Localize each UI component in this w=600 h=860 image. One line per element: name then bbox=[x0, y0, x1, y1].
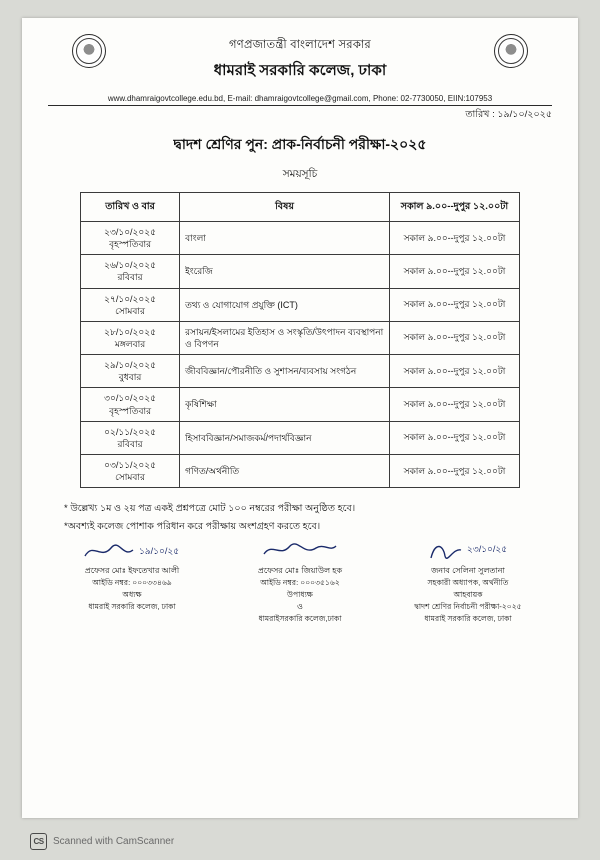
cell-date bbox=[81, 255, 180, 288]
document-sheet bbox=[22, 18, 578, 818]
table-header-row bbox=[81, 193, 520, 222]
signature-area bbox=[48, 538, 552, 625]
page-subtitle: সময়সূচি bbox=[282, 168, 318, 180]
signature-block-convener bbox=[384, 538, 552, 625]
cell-subject: বাংলা bbox=[180, 222, 390, 255]
signatory-org: ধামরাইসরকারি কলেজ,ঢাকা bbox=[258, 614, 342, 624]
table-row bbox=[81, 421, 520, 454]
government-line: গণপ্রজাতন্ত্রী বাংলাদেশ সরকার bbox=[229, 39, 371, 51]
signatory-id: সহকারী অধ্যাপক, অর্থনীতি bbox=[427, 578, 509, 588]
cell-date-value: ২৯/১০/২০২৫ bbox=[104, 360, 156, 371]
cell-date bbox=[81, 454, 180, 487]
svg-text:২৩/১০/২৫: ২৩/১০/২৫ bbox=[467, 544, 508, 554]
table-row bbox=[81, 355, 520, 388]
exam-schedule-table bbox=[80, 192, 520, 488]
cell-date bbox=[81, 421, 180, 454]
document-body bbox=[22, 18, 578, 818]
signatory-separator: ও bbox=[297, 601, 303, 611]
table-row bbox=[81, 321, 520, 354]
cell-subject: হিসাববিজ্ঞান/সমাজকর্ম/পদার্থবিজ্ঞান bbox=[180, 421, 390, 454]
college-logo-icon bbox=[494, 34, 528, 68]
camscanner-badge-icon: CS bbox=[30, 833, 47, 850]
cell-time: সকাল ৯.০০--দুপুর ১২.০০টা bbox=[389, 388, 519, 421]
cell-date-value: ৩০/১০/২০২৫ bbox=[104, 393, 156, 404]
camscanner-footer bbox=[30, 833, 174, 850]
signatory-role: উপাধ্যক্ষ bbox=[287, 590, 313, 600]
table-row bbox=[81, 288, 520, 321]
cell-day-value: বুধবার bbox=[118, 372, 142, 383]
signatory-id: আইডি নম্বর: ০০০৩৫১৬২ bbox=[260, 578, 340, 588]
signatory-org: ধামরাই সরকারি কলেজ, ঢাকা bbox=[424, 613, 512, 623]
table-row bbox=[81, 222, 520, 255]
cell-date bbox=[81, 355, 180, 388]
cell-day-value: রবিবার bbox=[117, 438, 143, 449]
signatory-name: প্রফেসর মোঃ ইফতেখার আলী bbox=[84, 566, 180, 575]
cell-date bbox=[81, 222, 180, 255]
signatory-role: আহবায়ক bbox=[453, 590, 483, 600]
header-date: তারিখ ও বার bbox=[81, 193, 180, 222]
header-time: সকাল ৯.০০--দুপুর ১২.০০টা bbox=[389, 193, 519, 222]
signature-scribble-icon bbox=[48, 538, 216, 564]
cell-time: সকাল ৯.০০--দুপুর ১২.০০টা bbox=[389, 222, 519, 255]
document-header bbox=[48, 32, 552, 88]
cell-date-value: ২৩/১০/২০২৫ bbox=[104, 227, 156, 237]
svg-text:১৯/১০/২৫: ১৯/১০/২৫ bbox=[139, 546, 180, 556]
cell-time: সকাল ৯.০০--দুপুর ১২.০০টা bbox=[389, 255, 519, 288]
govt-emblem-icon bbox=[72, 34, 106, 68]
cell-time: সকাল ৯.০০--দুপুর ১২.০০টা bbox=[389, 288, 519, 321]
cell-date-value: ২৭/১০/২০২৫ bbox=[104, 293, 156, 304]
contact-line: www.dhamraigovtcollege.edu.bd, E-mail: dhamraigovtcollege@gmail.com, Phone: 02-7730050, EIIN:107953 bbox=[107, 94, 493, 103]
cell-day-value: বৃহস্পতিবার bbox=[109, 239, 152, 250]
cell-day-value: সোমবার bbox=[115, 305, 145, 316]
cell-subject: তথ্য ও যোগাযোগ প্রযুক্তি (ICT) bbox=[180, 288, 390, 321]
cell-subject: গণিত/অর্থনীতি bbox=[180, 454, 390, 487]
signature-block-vice-principal bbox=[216, 538, 384, 625]
signatory-name: প্রফেসর মোঃ জিয়াউল হক bbox=[257, 566, 343, 575]
table-row bbox=[81, 388, 520, 421]
cell-date-value: ০৩/১১/২০২৫ bbox=[104, 459, 156, 470]
cell-time: সকাল ৯.০০--দুপুর ১২.০০টা bbox=[389, 421, 519, 454]
cell-date-value: ২৬/১০/২০২৫ bbox=[104, 260, 156, 271]
note-1: * উল্লেখ্য ১ম ও ২য় পত্র একই প্রশ্নপত্রে মোট ১০০ নম্বরের পরীক্ষা অনুষ্ঠিত হবে। bbox=[64, 503, 356, 515]
header-divider bbox=[48, 105, 552, 106]
signatory-committee: দ্বাদশ শ্রেণির নির্বাচনী পরীক্ষা-২০২৫ bbox=[414, 601, 522, 611]
header-subject: বিষয় bbox=[180, 193, 390, 222]
cell-subject: জীববিজ্ঞান/পৌরনীতি ও সুশাসন/ব্যবসায় সংগঠন bbox=[180, 355, 390, 388]
cell-date bbox=[81, 288, 180, 321]
cell-date bbox=[81, 388, 180, 421]
table-row bbox=[81, 454, 520, 487]
cell-time: সকাল ৯.০০--দুপুর ১২.০০টা bbox=[389, 321, 519, 354]
cell-day-value: রবিবার bbox=[117, 272, 143, 283]
camscanner-label: Scanned with CamScanner bbox=[53, 836, 175, 847]
note-2: *অবশ্যই কলেজ পোশাক পরিধান করে পরীক্ষায় অংশগ্রহণ করতে হবে। bbox=[64, 521, 321, 533]
cell-time: সকাল ৯.০০--দুপুর ১২.০০টা bbox=[389, 454, 519, 487]
page-title: দ্বাদশ শ্রেণির পুন: প্রাক-নির্বাচনী পরীক্ষা-২০২৫ bbox=[173, 136, 427, 152]
signature-scribble-icon bbox=[384, 538, 552, 564]
table-row bbox=[81, 255, 520, 288]
signatory-name: জনাব সেলিনা সুলতানা bbox=[431, 566, 505, 575]
college-name: ধামরাই সরকারি কলেজ, ঢাকা bbox=[213, 62, 387, 79]
cell-day-value: মঙ্গলবার bbox=[114, 338, 146, 349]
cell-subject: রসায়ন/ইসলামের ইতিহাস ও সংস্কৃতি/উৎপাদন ব্যবস্থাপনা ও বিপণন bbox=[180, 321, 390, 354]
signatory-role: অধ্যক্ষ bbox=[122, 590, 142, 600]
signature-block-principal bbox=[48, 538, 216, 625]
cell-day-value: সোমবার bbox=[115, 472, 145, 483]
cell-date-value: ০২/১১/২০২৫ bbox=[104, 426, 156, 437]
cell-date-value: ২৮/১০/২০২৫ bbox=[104, 326, 156, 337]
cell-date bbox=[81, 321, 180, 354]
cell-subject: কৃষিশিক্ষা bbox=[180, 388, 390, 421]
signature-scribble-icon bbox=[216, 538, 384, 564]
cell-subject: ইংরেজি bbox=[180, 255, 390, 288]
cell-day-value: বৃহস্পতিবার bbox=[109, 405, 152, 416]
signatory-org: ধামরাই সরকারি কলেজ, ঢাকা bbox=[88, 601, 176, 611]
signatory-id: আইডি নম্বর: ০০০৩৩৪৬৯ bbox=[92, 578, 172, 588]
issue-date: তারিখ : ১৯/১০/২০২৫ bbox=[465, 109, 552, 120]
notes-section bbox=[64, 500, 536, 536]
cell-time: সকাল ৯.০০--দুপুর ১২.০০টা bbox=[389, 355, 519, 388]
